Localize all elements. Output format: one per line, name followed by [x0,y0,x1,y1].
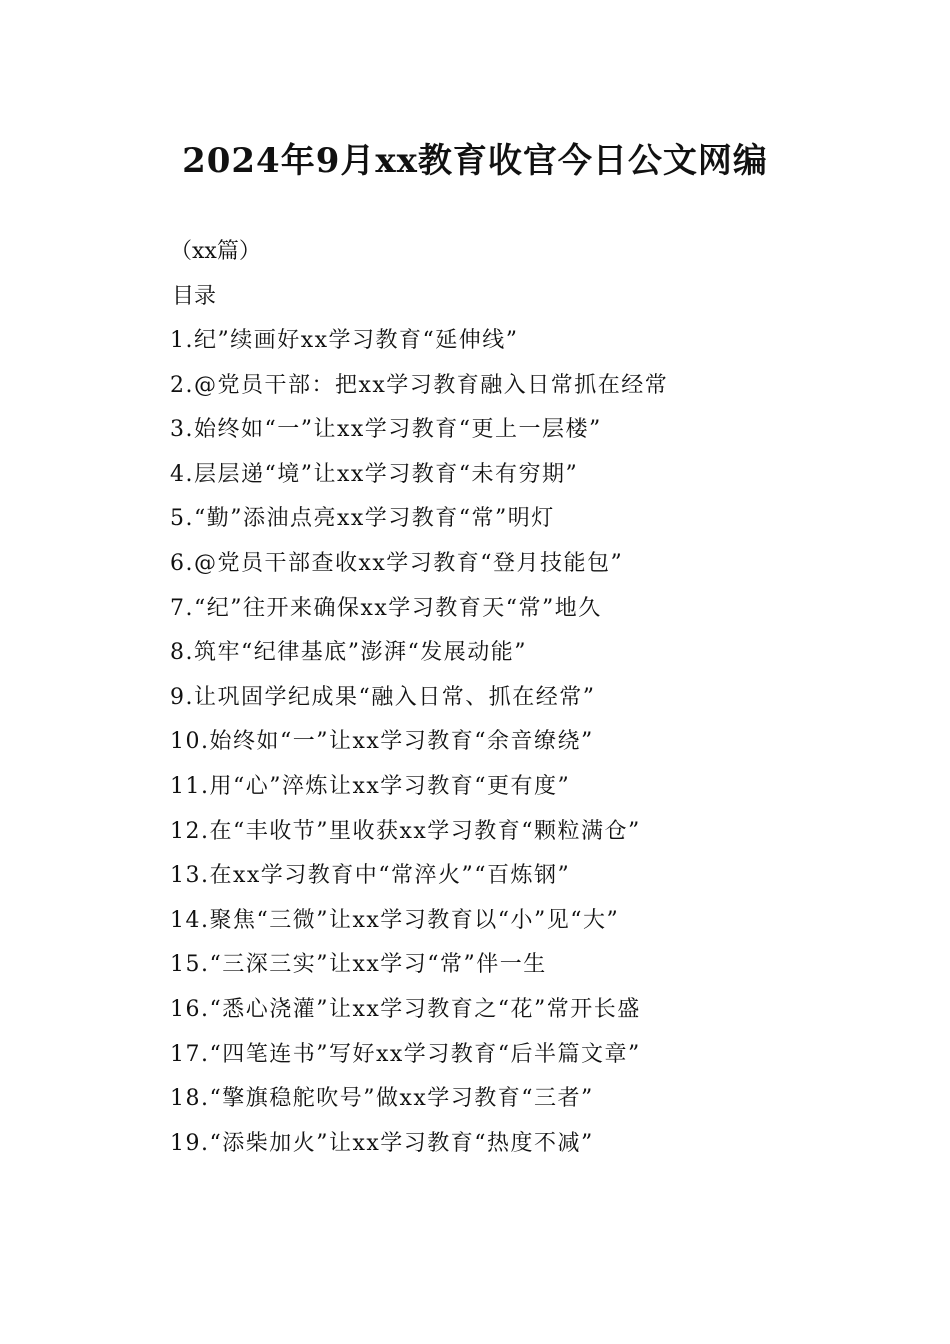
document-title: 2024年9月xx教育收官今日公文网编 [182,141,768,181]
toc-item: 6.@党员干部查收xx学习教育“登月技能包” [170,550,624,576]
document-subtitle: （xx篇） [170,239,261,264]
toc-item: 8.筑牢“纪律基底”澎湃“发展动能” [170,640,527,666]
toc-item: 5.“勤”添油点亮xx学习教育“常”明灯 [170,506,555,532]
toc-item: 10.始终如“一”让xx学习教育“余音缭绕” [170,729,594,755]
toc-item: 18.“擎旗稳舵吹号”做xx学习教育“三者” [170,1086,594,1112]
toc-item: 1.纪”续画好xx学习教育“延伸线” [170,328,519,353]
toc-item: 2.@党员干部：把xx学习教育融入日常抓在经常 [170,372,669,398]
toc-heading: 目录 [172,284,217,309]
toc-item: 3.始终如“一”让xx学习教育“更上一层楼” [170,417,602,443]
toc-item: 7.“纪”往开来确保xx学习教育天“常”地久 [170,595,602,621]
toc-item: 13.在xx学习教育中“常淬火”“百炼钢” [170,863,571,889]
toc-item: 11.用“心”淬炼让xx学习教育“更有度” [170,773,571,799]
table-of-contents [170,323,668,1170]
toc-item: 14.聚焦“三微”让xx学习教育以“小”见“大” [170,907,620,933]
toc-item: 19.“添柴加火”让xx学习教育“热度不减” [170,1130,594,1156]
toc-item: 16.“悉心浇灌”让xx学习教育之“花”常开长盛 [170,996,641,1022]
toc-item: 4.层层递“境”让xx学习教育“未有穷期” [170,461,579,487]
toc-item: 15.“三深三实”让xx学习“常”伴一生 [170,952,547,978]
toc-item: 9.让巩固学纪成果“融入日常、抓在经常” [170,684,596,710]
toc-item: 17.“四笔连书”写好xx学习教育“后半篇文章” [170,1041,641,1067]
toc-item: 12.在“丰收节”里收获xx学习教育“颗粒满仓” [170,818,641,844]
